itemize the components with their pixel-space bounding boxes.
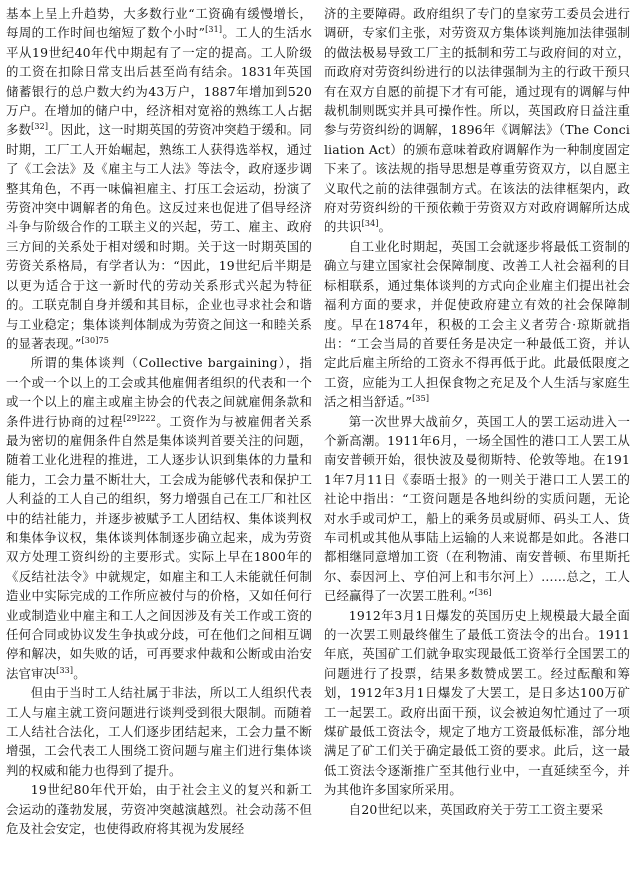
citation-ref: [33] bbox=[56, 665, 74, 675]
text-run: 第一次世界大战前夕，英国工人的罢工运动进入一个新高潮。1911年6月，一场全国性的港口工人罢工从南安普顿开始，很快波及曼彻斯特、伦敦等地。在1911年7月11日《泰晤士报》的一则关于港口工人罢工的社论中指出：“工资问题是各地纠纷的实质问题，无论对水手或司炉工，船上的乘务员或厨师、码头工人、货车司机或其他从事陆上运输的人来说都是如此。各港口都相继同意增加工资（在利物浦、南安普顿、布里斯托尔、泰因河上、亨伯河上和韦尔河上）……总之，工人已经赢得了一次罢工胜利。” bbox=[324, 413, 630, 604]
text-run: 基本上呈上升趋势，大多数行业“工资确有缓慢增长，每周的工作时间也缩短了数个小时” bbox=[6, 6, 312, 41]
text-run: 自20世纪以来，英国政府关于劳工工资主要采 bbox=[348, 801, 604, 817]
citation-ref: [29]222 bbox=[123, 413, 156, 423]
text-run: 。 bbox=[378, 219, 392, 235]
text-run: 济的主要障碍。政府组织了专门的皇家劳工委员会进行调研，专家们主张，对劳资双方集体谈判施加法律强制的做法极易导致工厂主的抵制和劳工与政府间的对立，而政府对劳资纠纷进行的以法律强制为主的行政干预只有在双方自愿的前提下才有可能，通过现有的调解与仲裁机制则既实并具可操作性。所以，英国政府日益注重参与劳资纠纷的调解，1896年《调解法》（The Conciliation Act）的颁布意味着政府调解作为一种制度固定下来了。该法规的指导思想是尊重劳资双方，以自愿主义取代之前的法律强制方式。在该法的法律框架内，政府对劳资纠纷的干预依赖于劳资双方对政府调解所达成的共识 bbox=[324, 6, 630, 235]
paragraph bbox=[6, 683, 312, 780]
left-column bbox=[6, 4, 312, 882]
paragraph bbox=[324, 800, 630, 819]
paragraph bbox=[324, 4, 630, 237]
citation-ref: [34] bbox=[361, 219, 379, 229]
citation-ref: [35] bbox=[412, 394, 430, 403]
text-run: 19世纪80年代开始，由于社会主义的复兴和新工会运动的蓬勃发展，劳资冲突越演越烈。社会动荡不但危及社会安定，也使得政府将其视为发展经 bbox=[6, 782, 312, 837]
text-run: 但由于当时工人结社属于非法，所以工人组织代表工人与雇主就工资问题进行谈判受到很大限制。而随着工人结社合法化，工人们逐步团结起来，工会力量不断增强，工会代表工人围绕工资问题与雇主们进行集体谈判的权威和能力也得到了提升。 bbox=[6, 685, 312, 778]
citation-ref: [31] bbox=[205, 25, 223, 35]
paragraph bbox=[6, 780, 312, 838]
paragraph bbox=[324, 606, 630, 800]
text-run: 。因此，这一时期英国的劳资冲突趋于缓和。同时期，工厂工人开始崛起，熟练工人获得选举权，通过了《工会法》及《雇主与工人法》等法令，政府逐步调整其角色，不再一味偏袒雇主、打压工会运动，扮演了劳资冲突中调解者的角色。这反过来也促进了倡导经济斗争与阶级合作的工联主义的兴起，劳工、雇主、政府三方间的关系处于相对缓和时期。关于这一时期英国的劳资关系格局，有学者认为：“因此，19世纪后半期是以更为适合于这一新时代的劳动关系形式兴起为特征的。工联克制自身并缓和其目标，企业也寻求社会和谐与工业稳定；集体谈判体制成为劳资之间这一和睦关系的显著表现。” bbox=[6, 122, 312, 351]
text-run: 。工人的生活水平从19世纪40年代中期起有了一定的提高。工人阶级的工资在扣除日常支出后甚至尚有结余。1831年英国储蓄银行的总户数大约为43万户，1887年增加到520万户。在增加的储户中，经济相对宽裕的熟练工人占据多数 bbox=[6, 25, 312, 138]
paragraph bbox=[324, 412, 630, 606]
citation-ref: [30]75 bbox=[81, 335, 110, 345]
text-run: 。 bbox=[73, 665, 86, 681]
paragraph bbox=[324, 237, 630, 412]
text-run: 1912年3月1日爆发的英国历史上规模最大最全面的一次罢工则最终催生了最低工资法令的出台。1911年底，英国矿工们就争取实现最低工资举行全国罢工的问题进行了投票，结果多数赞成罢工。经过酝酿和筹划，1912年3月1日爆发了大罢工，是日多达100万矿工一起罢工。政府出面干预，议会被迫匆忙通过了一项煤矿最低工资法令，规定了地方工资最低标准，部分地满足了矿工们关于确定最低工资的要求。此后，这一最低工资法令逐渐推广至其他行业中，一直延续至今，并为其他许多国家所采用。 bbox=[324, 607, 630, 798]
text-run: 所谓的集体谈判（Collective bargaining），指一个或一个以上的工会或其他雇佣者组织的代表和一个或一个以上的雇主或雇主协会的代表之间就雇佣条款和条件进行协商的过程 bbox=[6, 355, 312, 429]
text-run: 自工业化时期起，英国工会就逐步将最低工资制的确立与建立国家社会保障制度、改善工人社会福利的目标相联系，通过集体谈判的方式向企业雇主们提出社会福利方面的要求，并促使政府建立有效的社会保障制度。早在1874年，积极的工会主义者劳合·琼斯就指出：“工会当局的首要任务是决定一种最低工资，并认定此后雇主所给的工资永不得再低于此。此最低限度之工资，应能为工人担保食物之充足及个人生活与家庭生活之相当舒适。” bbox=[324, 238, 630, 410]
text-run: 。工资作为与被雇佣者关系最为密切的雇佣条件自然是集体谈判首要关注的问题，随着工业化进程的推进，工人逐步认识到集体的力量和能力，工会力量不断壮大，工会成为能够代表和保护工人利益的工人自己的组织，努力增强自己在工厂和社区中的结社能力，并逐步被赋予工人团结权、集体谈判权和集体争议权，集体谈判体制逐步确立起来，成为劳资双方处理工资纠纷的主要形式。实际上早在1800年的《反结社法令》中就规定，如雇主和工人未能就任何制造业中实际完成的工作所应被付与的价格，又如任何行业或制造业中雇主和工人之间因涉及有关工作或工资的任何合同或协议发生争执或分歧，可在他们之间相互调停和解决，如失败的话，可再要求仲裁和公断或由治安法官审决 bbox=[6, 413, 312, 681]
paragraph bbox=[6, 353, 312, 683]
right-column bbox=[324, 4, 630, 882]
paragraph bbox=[6, 4, 312, 353]
citation-ref: [36] bbox=[474, 588, 492, 598]
citation-ref: [32] bbox=[31, 122, 49, 132]
